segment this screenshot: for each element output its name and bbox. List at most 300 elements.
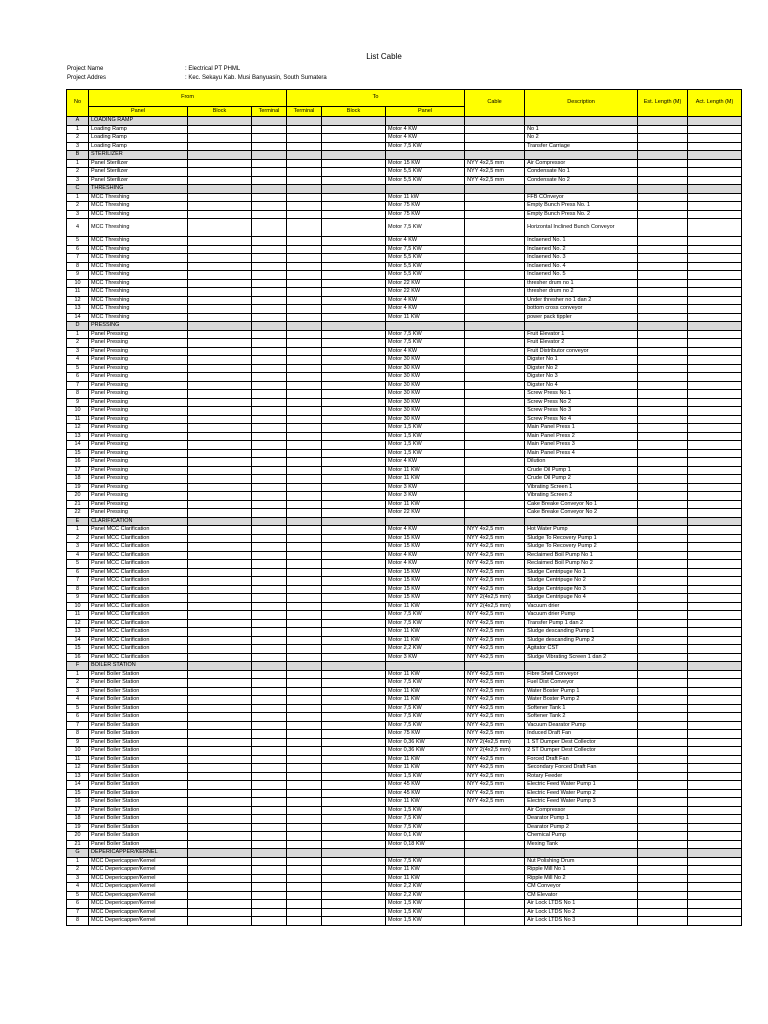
description-cell: Forced Draft Fan [525, 755, 638, 764]
from-panel-cell: Panel MCC Clarification [89, 577, 188, 586]
cable-cell [465, 279, 525, 288]
row-number: 13 [67, 772, 89, 781]
from-panel-cell: Panel MCC Clarification [89, 628, 188, 637]
description-cell: Fibre Shell Conveyor [525, 670, 638, 679]
row-number: 17 [67, 806, 89, 815]
to-terminal-cell [287, 424, 322, 433]
from-panel-cell: Panel Pressing [89, 364, 188, 373]
page-title: List Cable [366, 52, 402, 61]
from-terminal-cell [252, 543, 287, 552]
description-cell: Electric Feed Water Pump 1 [525, 781, 638, 790]
table-row [67, 134, 742, 143]
est-length-cell [638, 747, 688, 756]
empty-cell [188, 117, 252, 126]
act-length-cell [688, 364, 742, 373]
est-length-cell [638, 466, 688, 475]
from-panel-cell: Panel Boiler Station [89, 772, 188, 781]
table-row [67, 458, 742, 467]
to-terminal-cell [287, 237, 322, 246]
from-panel-cell: MCC Threshing [89, 237, 188, 246]
empty-cell [638, 662, 688, 671]
to-block-cell [322, 381, 386, 390]
from-block-cell [188, 628, 252, 637]
section-code: A [67, 117, 89, 126]
to-terminal-cell [287, 168, 322, 177]
from-terminal-cell [252, 560, 287, 569]
from-panel-cell: Panel Pressing [89, 475, 188, 484]
row-number: 12 [67, 764, 89, 773]
act-length-cell [688, 713, 742, 722]
from-terminal-cell [252, 679, 287, 688]
from-panel-cell: Panel MCC Clarification [89, 594, 188, 603]
from-panel-cell: Panel MCC Clarification [89, 543, 188, 552]
description-cell: Under thresher no 1 dan 2 [525, 296, 638, 305]
table-row [67, 900, 742, 909]
empty-cell [386, 517, 465, 526]
row-number: 8 [67, 730, 89, 739]
from-terminal-cell [252, 798, 287, 807]
from-panel-cell: Panel MCC Clarification [89, 585, 188, 594]
row-number: 21 [67, 840, 89, 849]
from-panel-cell: Panel Boiler Station [89, 832, 188, 841]
cable-cell: NYY 2(4x2,5 mm) [465, 594, 525, 603]
cable-cell [465, 254, 525, 263]
table-row [67, 271, 742, 280]
to-block-cell [322, 900, 386, 909]
table-row [67, 339, 742, 348]
cable-cell: NYY 4x2,5 mm [465, 696, 525, 705]
to-block-cell [322, 653, 386, 662]
description-cell: Digster No 2 [525, 364, 638, 373]
from-block-cell [188, 568, 252, 577]
cable-cell: NYY 4x2,5 mm [465, 653, 525, 662]
description-cell: Main Panel Press 3 [525, 441, 638, 450]
cable-cell: NYY 4x2,5 mm [465, 721, 525, 730]
description-cell: Electric Feed Water Pump 2 [525, 789, 638, 798]
row-number: 22 [67, 509, 89, 518]
to-panel-cell: Motor 7,5 KW [386, 611, 465, 620]
description-cell: Fruit Elevator 1 [525, 330, 638, 339]
empty-cell [322, 117, 386, 126]
row-number: 6 [67, 245, 89, 254]
from-block-cell [188, 636, 252, 645]
table-row [67, 509, 742, 518]
from-terminal-cell [252, 883, 287, 892]
row-number: 8 [67, 390, 89, 399]
from-block-cell [188, 271, 252, 280]
to-block-cell [322, 645, 386, 654]
description-cell: Vacuum Dearator Pump [525, 721, 638, 730]
table-row [67, 193, 742, 202]
row-number: 13 [67, 628, 89, 637]
from-terminal-cell [252, 483, 287, 492]
from-block-cell [188, 202, 252, 211]
row-number: 1 [67, 159, 89, 168]
act-length-cell [688, 210, 742, 219]
to-panel-cell: Motor 11 KW [386, 475, 465, 484]
to-block-cell [322, 815, 386, 824]
from-block-cell [188, 237, 252, 246]
empty-cell [525, 322, 638, 331]
from-terminal-cell [252, 857, 287, 866]
to-terminal-cell [287, 883, 322, 892]
from-block-cell [188, 874, 252, 883]
est-length-cell [638, 755, 688, 764]
to-terminal-cell [287, 704, 322, 713]
empty-cell [386, 849, 465, 858]
description-cell: Screw Press No 3 [525, 407, 638, 416]
to-terminal-cell [287, 134, 322, 143]
est-length-cell [638, 134, 688, 143]
cable-cell [465, 219, 525, 237]
from-terminal-cell [252, 219, 287, 237]
from-block-cell [188, 483, 252, 492]
from-block-cell [188, 594, 252, 603]
from-panel-cell: Panel Boiler Station [89, 815, 188, 824]
row-number: 10 [67, 407, 89, 416]
to-terminal-cell [287, 917, 322, 926]
est-length-cell [638, 543, 688, 552]
from-terminal-cell [252, 381, 287, 390]
act-length-cell [688, 585, 742, 594]
to-block-cell [322, 262, 386, 271]
to-terminal-cell [287, 798, 322, 807]
from-panel-cell: Panel Pressing [89, 398, 188, 407]
est-length-cell [638, 330, 688, 339]
row-number: 6 [67, 373, 89, 382]
to-terminal-cell [287, 339, 322, 348]
act-length-cell [688, 390, 742, 399]
est-length-cell [638, 534, 688, 543]
table-row [67, 645, 742, 654]
empty-cell [188, 322, 252, 331]
description-cell: Sludge descanding Pump 2 [525, 636, 638, 645]
table-row [67, 781, 742, 790]
to-terminal-cell [287, 288, 322, 297]
est-length-cell [638, 526, 688, 535]
to-panel-cell: Motor 11 KW [386, 687, 465, 696]
from-block-cell [188, 891, 252, 900]
from-terminal-cell [252, 551, 287, 560]
from-terminal-cell [252, 755, 287, 764]
from-block-cell [188, 560, 252, 569]
from-panel-cell: MCC Threshing [89, 305, 188, 314]
table-row [67, 670, 742, 679]
row-number: 11 [67, 288, 89, 297]
from-panel-cell: Panel Sterilizer [89, 168, 188, 177]
to-block-cell [322, 424, 386, 433]
to-block-cell [322, 509, 386, 518]
cable-cell: NYY 2(4x2,5 mm) [465, 738, 525, 747]
to-block-cell [322, 219, 386, 237]
est-length-cell [638, 245, 688, 254]
row-number: 3 [67, 142, 89, 151]
to-panel-cell: Motor 4 KW [386, 296, 465, 305]
description-cell: Chemical Pump [525, 832, 638, 841]
table-row [67, 305, 742, 314]
empty-cell [688, 322, 742, 331]
to-block-cell [322, 823, 386, 832]
table-row [67, 772, 742, 781]
empty-cell [688, 517, 742, 526]
header-act-length: Act. Length (M) [688, 90, 742, 117]
from-panel-cell: Panel Pressing [89, 441, 188, 450]
description-cell: Cake Breake Conveyor No 1 [525, 500, 638, 509]
to-panel-cell: Motor 7,5 KW [386, 619, 465, 628]
description-cell: Ripple Mill No 2 [525, 874, 638, 883]
to-terminal-cell [287, 449, 322, 458]
description-cell: Fruit Distributor conveyor [525, 347, 638, 356]
to-panel-cell: Motor 11 KW [386, 466, 465, 475]
table-row [67, 373, 742, 382]
to-terminal-cell [287, 210, 322, 219]
to-block-cell [322, 210, 386, 219]
to-terminal-cell [287, 815, 322, 824]
description-cell: Softener Tank 1 [525, 704, 638, 713]
empty-cell [252, 662, 287, 671]
empty-cell [386, 185, 465, 194]
to-block-cell [322, 840, 386, 849]
from-terminal-cell [252, 347, 287, 356]
to-panel-cell: Motor 11 KW [386, 798, 465, 807]
from-panel-cell: Panel MCC Clarification [89, 645, 188, 654]
act-length-cell [688, 704, 742, 713]
act-length-cell [688, 772, 742, 781]
table-row [67, 398, 742, 407]
cable-cell [465, 245, 525, 254]
cable-cell [465, 288, 525, 297]
to-block-cell [322, 500, 386, 509]
est-length-cell [638, 415, 688, 424]
description-cell: Screw Press No 2 [525, 398, 638, 407]
from-block-cell [188, 908, 252, 917]
from-terminal-cell [252, 789, 287, 798]
from-panel-cell: Panel Pressing [89, 330, 188, 339]
to-block-cell [322, 449, 386, 458]
from-terminal-cell [252, 653, 287, 662]
project-meta [67, 65, 327, 83]
to-block-cell [322, 789, 386, 798]
to-panel-cell: Motor 4 KW [386, 347, 465, 356]
act-length-cell [688, 492, 742, 501]
row-number: 11 [67, 415, 89, 424]
from-terminal-cell [252, 602, 287, 611]
to-panel-cell: Motor 7,5 KW [386, 245, 465, 254]
from-panel-cell: MCC Threshing [89, 279, 188, 288]
row-number: 11 [67, 755, 89, 764]
from-terminal-cell [252, 330, 287, 339]
cable-cell [465, 237, 525, 246]
to-panel-cell: Motor 7,5 KW [386, 823, 465, 832]
empty-cell [188, 517, 252, 526]
est-length-cell [638, 560, 688, 569]
header-from-terminal: Terminal [252, 107, 287, 117]
table-row [67, 840, 742, 849]
from-panel-cell: Panel Sterilizer [89, 176, 188, 185]
from-panel-cell: MCC Depericapper/Kernel [89, 857, 188, 866]
description-cell: bottom cross conveyor [525, 305, 638, 314]
from-panel-cell: Loading Ramp [89, 134, 188, 143]
from-terminal-cell [252, 866, 287, 875]
act-length-cell [688, 193, 742, 202]
empty-cell [465, 662, 525, 671]
act-length-cell [688, 245, 742, 254]
row-number: 4 [67, 219, 89, 237]
cable-cell: NYY 4x2,5 mm [465, 611, 525, 620]
to-panel-cell: Motor 4 KW [386, 125, 465, 134]
act-length-cell [688, 755, 742, 764]
from-block-cell [188, 687, 252, 696]
cable-cell [465, 466, 525, 475]
to-panel-cell: Motor 11 KW [386, 628, 465, 637]
from-block-cell [188, 526, 252, 535]
to-panel-cell: Motor 0,36 KW [386, 738, 465, 747]
est-length-cell [638, 398, 688, 407]
project-name-label: Project Name [67, 66, 104, 72]
act-length-cell [688, 730, 742, 739]
row-number: 15 [67, 645, 89, 654]
table-row [67, 288, 742, 297]
to-block-cell [322, 339, 386, 348]
description-cell: Nut Polishing Drum [525, 857, 638, 866]
to-panel-cell: Motor 0,36 KW [386, 747, 465, 756]
from-terminal-cell [252, 687, 287, 696]
table-row [67, 483, 742, 492]
to-block-cell [322, 271, 386, 280]
est-length-cell [638, 670, 688, 679]
row-number: 18 [67, 475, 89, 484]
to-panel-cell: Motor 5,5 KW [386, 168, 465, 177]
to-panel-cell: Motor 1,5 KW [386, 432, 465, 441]
to-panel-cell: Motor 0,18 KW [386, 840, 465, 849]
empty-cell [252, 849, 287, 858]
to-block-cell [322, 458, 386, 467]
act-length-cell [688, 840, 742, 849]
cable-cell: NYY 4x2,5 mm [465, 568, 525, 577]
from-panel-cell: Panel Boiler Station [89, 738, 188, 747]
to-terminal-cell [287, 891, 322, 900]
table-row [67, 679, 742, 688]
to-panel-cell: Motor 4 KW [386, 458, 465, 467]
empty-cell [638, 322, 688, 331]
est-length-cell [638, 254, 688, 263]
to-panel-cell: Motor 7,5 KW [386, 704, 465, 713]
cable-cell [465, 390, 525, 399]
row-number: 7 [67, 254, 89, 263]
empty-cell [322, 322, 386, 331]
to-block-cell [322, 441, 386, 450]
empty-cell [252, 151, 287, 160]
to-block-cell [322, 696, 386, 705]
header-to-terminal: Terminal [287, 107, 322, 117]
to-terminal-cell [287, 305, 322, 314]
from-terminal-cell [252, 390, 287, 399]
to-terminal-cell [287, 568, 322, 577]
empty-cell [638, 185, 688, 194]
table-row [67, 611, 742, 620]
from-panel-cell: MCC Threshing [89, 262, 188, 271]
from-block-cell [188, 577, 252, 586]
est-length-cell [638, 364, 688, 373]
from-panel-cell: Panel MCC Clarification [89, 636, 188, 645]
project-address-row [67, 74, 327, 83]
from-panel-cell: Panel Boiler Station [89, 696, 188, 705]
empty-cell [638, 117, 688, 126]
est-length-cell [638, 219, 688, 237]
to-block-cell [322, 883, 386, 892]
to-block-cell [322, 891, 386, 900]
to-terminal-cell [287, 636, 322, 645]
to-terminal-cell [287, 755, 322, 764]
from-block-cell [188, 364, 252, 373]
empty-cell [525, 662, 638, 671]
from-terminal-cell [252, 424, 287, 433]
description-cell: thresher drum no 2 [525, 288, 638, 297]
section-row [67, 151, 742, 160]
cable-cell [465, 398, 525, 407]
from-block-cell [188, 330, 252, 339]
from-block-cell [188, 134, 252, 143]
to-block-cell [322, 356, 386, 365]
to-panel-cell: Motor 30 KW [386, 381, 465, 390]
est-length-cell [638, 509, 688, 518]
to-panel-cell: Motor 4 KW [386, 237, 465, 246]
to-terminal-cell [287, 432, 322, 441]
table-row [67, 696, 742, 705]
act-length-cell [688, 449, 742, 458]
to-panel-cell: Motor 11 KW [386, 866, 465, 875]
section-name: LOADING RAMP [89, 117, 188, 126]
from-terminal-cell [252, 908, 287, 917]
to-panel-cell: Motor 15 KW [386, 543, 465, 552]
description-cell: Digster No 4 [525, 381, 638, 390]
est-length-cell [638, 874, 688, 883]
est-length-cell [638, 602, 688, 611]
empty-cell [386, 117, 465, 126]
header-description: Description [525, 90, 638, 117]
to-block-cell [322, 202, 386, 211]
section-name: CLARIFICATION [89, 517, 188, 526]
project-name-value: : Electrical PT PHML [185, 66, 241, 72]
table-row [67, 500, 742, 509]
to-panel-cell: Motor 11 KW [386, 602, 465, 611]
to-panel-cell: Motor 75 KW [386, 202, 465, 211]
table-row [67, 390, 742, 399]
table-row [67, 159, 742, 168]
cable-cell: NYY 4x2,5 mm [465, 159, 525, 168]
table-row [67, 475, 742, 484]
from-panel-cell: MCC Threshing [89, 219, 188, 237]
from-terminal-cell [252, 125, 287, 134]
to-block-cell [322, 832, 386, 841]
est-length-cell [638, 551, 688, 560]
to-panel-cell: Motor 3 KW [386, 483, 465, 492]
to-block-cell [322, 704, 386, 713]
cable-cell: NYY 4x2,5 mm [465, 619, 525, 628]
table-row [67, 432, 742, 441]
table-row [67, 202, 742, 211]
header-cable: Cable [465, 90, 525, 117]
cable-cell: NYY 4x2,5 mm [465, 526, 525, 535]
row-number: 5 [67, 237, 89, 246]
to-block-cell [322, 305, 386, 314]
from-panel-cell: Panel MCC Clarification [89, 568, 188, 577]
row-number: 7 [67, 381, 89, 390]
row-number: 14 [67, 636, 89, 645]
from-block-cell [188, 764, 252, 773]
to-panel-cell: Motor 5,5 KW [386, 262, 465, 271]
row-number: 3 [67, 543, 89, 552]
